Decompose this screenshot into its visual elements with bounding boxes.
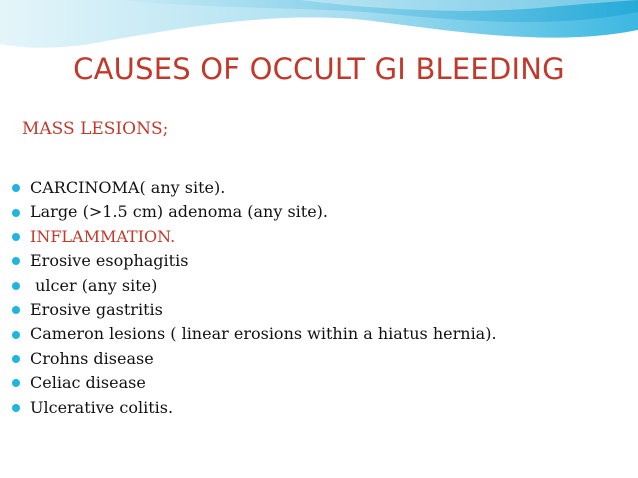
list-item-text: INFLAMMATION.	[30, 226, 176, 246]
bullet-icon	[12, 306, 20, 314]
list-item	[12, 396, 497, 420]
list-item	[12, 200, 497, 224]
list-item-text: CARCINOMA( any site).	[30, 178, 226, 197]
list-item-text: Crohns disease	[30, 348, 154, 368]
bullet-icon	[12, 404, 20, 412]
list-item	[12, 371, 497, 395]
bullet-icon	[12, 282, 20, 290]
section-subtitle: MASS LESIONS;	[22, 119, 169, 139]
list-item	[12, 347, 497, 371]
bullet-icon	[12, 233, 20, 241]
list-item	[12, 274, 497, 298]
list-item-text: Erosive esophagitis	[30, 251, 189, 271]
list-item	[12, 225, 497, 249]
list-item-text: Celiac disease	[30, 373, 146, 393]
list-item-text: Large (>1.5 cm) adenoma (any site).	[30, 202, 328, 222]
list-item-text: ulcer (any site)	[30, 275, 158, 295]
bullet-icon	[12, 355, 20, 363]
bullet-icon	[12, 379, 20, 387]
list-item-text: Ulcerative colitis.	[30, 397, 174, 417]
bullet-icon	[12, 257, 20, 265]
list-item	[12, 249, 497, 273]
bullet-icon	[12, 331, 20, 339]
slide-title: CAUSES OF OCCULT GI BLEEDING	[73, 52, 565, 86]
list-item-text: Erosive gastritis	[30, 299, 163, 319]
list-item	[12, 298, 497, 322]
list-item-text: Cameron lesions ( linear erosions within a hiatus hernia).	[30, 324, 497, 344]
bullet-list	[12, 176, 497, 420]
bullet-icon	[12, 209, 20, 217]
list-item	[12, 322, 497, 346]
list-item	[12, 176, 497, 200]
bullet-icon	[12, 184, 20, 192]
